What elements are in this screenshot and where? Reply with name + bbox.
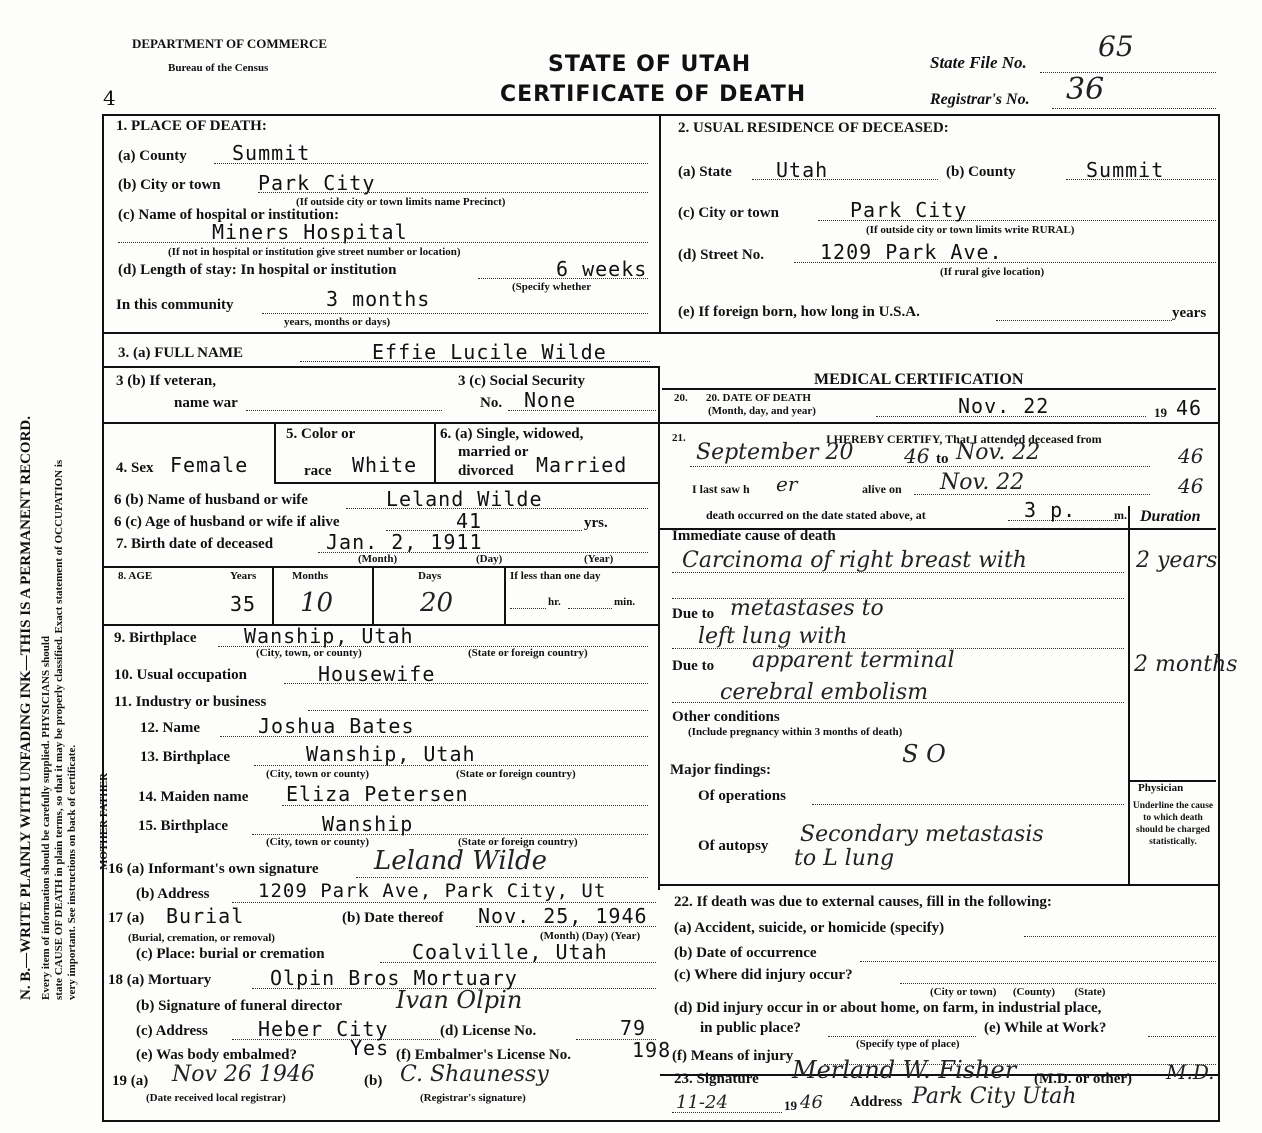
city-label: (b) City or town [118,177,221,193]
due1-value: metastases to [730,596,884,621]
center-divider-top [659,114,661,332]
birthplace-note-1: (City, town, or county) [256,647,362,659]
informant-sig-label: 16 (a) Informant's own signature [108,861,319,877]
last-saw-her: er [776,472,798,496]
attend-to-value: Nov. 22 [956,440,1041,465]
community-note: years, months or days) [284,316,391,328]
registrar-sig: C. Shaunessy [400,1062,549,1087]
res-state-label: (a) State [678,164,732,180]
spouse-label: 6 (b) Name of husband or wife [114,492,308,508]
center-divider-left-col [658,366,660,890]
m-label: m. [1114,508,1127,522]
registrar-label: Registrar's No. [930,91,1030,108]
registrar-sig-note: (Registrar's signature) [420,1092,526,1104]
external-d-note: (Specify type of place) [856,1038,960,1050]
occurred-label: death occurred on the date stated above, at [706,508,926,522]
sex-label: 4. Sex [116,460,154,476]
res-street-note: (If rural give location) [940,266,1045,278]
marital-label-3: divorced [458,463,514,479]
external-d-label-2: in public place? [700,1020,801,1036]
row-divider-1 [102,332,1218,334]
embalmer-value: 198 [632,1038,672,1062]
bureau-label: Bureau of the Census [168,62,269,74]
color-label: 5. Color or [286,426,356,442]
death-date-label: 20. DATE OF DEATH [706,392,811,404]
attend-from-value: September 20 [696,440,854,465]
res-street-label: (d) Street No. [678,247,764,263]
immediate-value: Carcinoma of right breast with [682,548,1027,573]
autopsy2-value: to L lung [794,846,895,871]
external-c-note: (City or town) (County) (State) [930,986,1106,998]
duration-column [1128,506,1130,884]
age-label: 8. AGE [118,570,153,582]
county-value: Summit [232,141,311,165]
occupation-value: Housewife [318,662,436,686]
received-label: 19 (a) [112,1073,149,1089]
external-heading: 22. If death was due to external causes, fill in the following: [674,894,1052,910]
due2-value: apparent terminal [752,648,955,673]
corner-mark: 4 [103,86,116,110]
hospital-note: (If not in hospital or institution give street number or location) [168,246,461,258]
alive-on-label: alive on [862,482,902,496]
birthplace-note-2: (State or foreign country) [468,647,588,659]
informant-sig-value: Leland Wilde [374,846,548,876]
occupation-label: 10. Usual occupation [114,667,247,683]
mortuary-address-label: (c) Address [136,1023,208,1039]
age-col-2 [372,566,374,624]
immediate-duration: 2 years [1136,548,1218,573]
community-label: In this community [116,297,234,313]
marital-label-2: married or [458,444,529,460]
res-county-value: Summit [1086,158,1165,182]
attend-from-year: 46 [904,444,930,468]
spouse-age-value: 41 [456,509,483,533]
county-label: (a) County [118,148,187,164]
mother-bp-note-1: (City, town or county) [266,836,370,848]
age-days-value: 20 [420,588,454,618]
birth-year-note: (Year) [584,553,614,565]
alive-year-value: 46 [1178,474,1204,498]
birth-month-note: (Month) [358,553,398,565]
death-date-num: 20. [674,392,688,404]
certificate-title: CERTIFICATE OF DEATH [500,82,807,107]
mother-bp-value: Wanship [322,812,414,836]
veteran-label-2: name war [174,395,238,411]
marital-value: Married [536,453,628,477]
burial-date-value: Nov. 25, 1946 [478,904,648,928]
residence-heading: 2. USUAL RESIDENCE OF DECEASED: [678,120,949,136]
row-divider-external [660,884,1218,886]
director-sig: Ivan Olpin [396,986,523,1014]
race-label: race [304,463,332,479]
due1b-value: left lung with [698,624,848,649]
res-foreign-suffix: years [1172,305,1207,321]
father-bp-value: Wanship, Utah [306,742,476,766]
yrs-label: yrs. [584,515,608,531]
due1-label: Due to [672,606,715,622]
operations-label: Of operations [698,788,786,804]
age-months-value: 10 [300,588,334,618]
res-street-value: 1209 Park Ave. [820,240,1003,264]
department-label: DEPARTMENT OF COMMERCE [132,36,328,51]
embalmed-value: Yes [350,1036,390,1060]
ss-label-1: 3 (c) Social Security [458,373,586,389]
stay-value: 6 weeks [556,257,648,281]
stay-label: (d) Length of stay: In hospital or institution [118,262,397,278]
medical-heading: MEDICAL CERTIFICATION [814,371,1024,388]
external-c-label: (c) Where did injury occur? [674,967,853,983]
registrar-line [1052,108,1216,109]
burial-place-label: (c) Place: burial or cremation [136,946,325,962]
burial-type-note: (Burial, cremation, or removal) [128,932,275,944]
place-of-death-heading: 1. PLACE OF DEATH: [116,118,267,134]
physician-label: Physician [1138,782,1184,794]
community-value: 3 months [326,287,431,311]
other-conditions-note: (Include pregnancy within 3 months of death) [688,726,903,738]
cert-address-label: Address [850,1094,903,1110]
father-bp-label: 13. Birthplace [140,749,230,765]
color-box-left [274,422,276,482]
external-a-label: (a) Accident, suicide, or homicide (specify) [674,920,945,936]
burial-type-value: Burial [166,904,245,928]
race-value: White [352,453,418,477]
res-city-note: (If outside city or town limits write RURAL) [866,224,1075,236]
alive-on-value: Nov. 22 [940,470,1025,495]
death-date-note: (Month, day, and year) [708,405,816,417]
major-findings-label: Major findings: [670,762,771,778]
spouse-value: Leland Wilde [386,487,543,511]
received-value: Nov 26 1946 [172,1062,315,1087]
side-note-line-2: Every item of information should be carefully supplied. PHYSICIANS should [40,635,52,1000]
autopsy-value: Secondary metastasis [800,822,1044,847]
res-county-label: (b) County [946,164,1016,180]
due2-label: Due to [672,658,715,674]
mother-bp-label: 15. Birthplace [138,818,228,834]
external-f-label: (f) Means of injury [672,1048,794,1064]
state-file-label: State File No. [930,53,1027,72]
father-bp-note-2: (State or foreign country) [456,768,576,780]
veteran-label-1: 3 (b) If veteran, [116,373,216,389]
occurred-time: 3 p. [1024,498,1077,522]
mother-value: Eliza Petersen [286,782,469,806]
mother-bp-note-2: (State or foreign country) [458,836,578,848]
age-less-label: If less than one day [510,570,601,582]
embalmer-label: (f) Embalmer's License No. [396,1047,571,1063]
state-file-value: 65 [1098,30,1134,63]
external-e-label: (e) While at Work? [984,1020,1107,1036]
age-months-label: Months [292,570,329,582]
spouse-age-label: 6 (c) Age of husband or wife if alive [114,514,340,530]
license-label: (d) License No. [440,1023,537,1039]
birth-value: Jan. 2, 1911 [326,530,483,554]
item-21-num: 21. [672,432,686,444]
attend-to-year: 46 [1178,444,1204,468]
ss-label-2: No. [480,395,503,411]
director-label: (b) Signature of funeral director [136,998,343,1014]
external-b-label: (b) Date of occurrence [674,945,817,961]
cert-date-value: 11-24 [676,1092,728,1113]
death-date-value: Nov. 22 [958,394,1050,418]
mortuary-address-value: Heber City [258,1017,389,1041]
birthplace-label: 9. Birthplace [114,630,197,646]
res-city-value: Park City [850,198,968,222]
age-years-value: 35 [230,592,257,616]
stay-note: (Specify whether [512,281,592,293]
city-note: (If outside city or town limits name Precinct) [296,196,506,208]
res-city-label: (c) City or town [678,205,779,221]
attend-label: I HEREBY CERTIFY, That I attended deceased from [826,432,1102,446]
city-value: Park City [258,171,376,195]
full-name-value: Effie Lucile Wilde [372,340,607,364]
mother-label: 14. Maiden name [138,789,249,805]
underline-note: Underline the cause to which death should be charged statistically. [1132,801,1214,847]
last-saw-label: I last saw h [692,482,750,496]
row-divider-name [102,366,658,368]
father-bp-note-1: (City, town or county) [266,768,370,780]
death-year-value: 46 [1176,396,1203,420]
ss-value: None [524,388,577,412]
side-note-line-4: very important. See instructions on back of certificate. [66,744,78,1000]
embalmed-label: (e) Was body embalmed? [136,1047,297,1063]
age-hr-label: hr. [548,596,561,608]
external-d-label: (d) Did injury occur in or about home, on farm, in industrial place, [674,1000,1102,1016]
physician-signature: Merland W. Fisher [792,1056,1017,1084]
md-label: (M.D. or other) [1034,1071,1133,1087]
marital-label-1: 6. (a) Single, widowed, [440,426,584,442]
md-hand: M.D. [1166,1060,1215,1084]
cert-year-prefix: 19 [784,1098,797,1113]
industry-label: 11. Industry or business [114,694,267,710]
due2-duration: 2 months [1134,652,1238,677]
father-name-label: 12. Name [140,720,200,736]
row-divider-age [102,566,658,568]
hospital-label: (c) Name of hospital or institution: [118,207,339,223]
hospital-value: Miners Hospital [212,220,408,244]
license-value: 79 [620,1016,647,1040]
res-state-value: Utah [776,158,829,182]
burial-date-note: (Month) (Day) (Year) [540,930,641,942]
res-foreign-label: (e) If foreign born, how long in U.S.A. [678,304,920,320]
row-divider-veteran [102,422,1218,424]
informant-address-label: (b) Address [136,886,210,902]
state-title: STATE OF UTAH [548,52,752,77]
other-conditions-label: Other conditions [672,709,780,725]
color-box-right [434,422,436,482]
autopsy-label: Of autopsy [698,838,769,854]
age-days-label: Days [418,570,442,582]
birth-day-note: (Day) [476,553,503,565]
registrar-value: 36 [1066,72,1105,107]
other-conditions-value: S O [902,740,946,768]
burial-type-label: 17 (a) [108,910,145,926]
side-note-line-1: N. B.—WRITE PLAINLY WITH UNFADING INK—THIS IS A PERMANENT RECORD. [18,416,34,1000]
father-name-value: Joshua Bates [258,714,415,738]
due2b-value: cerebral embolism [720,680,929,705]
age-years-label: Years [230,570,257,582]
burial-date-label: (b) Date thereof [342,910,444,926]
mortuary-value: Olpin Bros Mortuary [270,966,518,990]
birthplace-value: Wanship, Utah [244,624,414,648]
mother-father-label: MOTHER FATHER [98,772,110,870]
age-min-label: min. [614,596,636,608]
attend-to-label: to [936,451,949,467]
age-col-1 [272,566,274,624]
sex-value: Female [170,453,249,477]
informant-address-value: 1209 Park Ave, Park City, Ut [258,880,607,902]
duration-label: Duration [1140,508,1201,525]
side-note-line-3: state CAUSE OF DEATH in plain terms, so that it may be properly classified. Exact statement of OCCUPATION is [53,459,65,1000]
received-note: (Date received local registrar) [146,1092,286,1104]
mortuary-label: 18 (a) Mortuary [108,972,212,988]
signature-label: 23. Signature [674,1071,759,1087]
birth-label: 7. Birth date of deceased [116,536,274,552]
age-col-3 [504,566,506,624]
immediate-label: Immediate cause of death [672,528,836,544]
full-name-label: 3. (a) FULL NAME [118,345,243,361]
row-divider-sex [274,482,658,484]
cert-year-value: 46 [800,1092,823,1113]
registrar-sig-label: (b) [364,1073,383,1089]
burial-place-value: Coalville, Utah [412,940,608,964]
death-year-prefix: 19 [1154,405,1167,420]
cert-address-value: Park City Utah [912,1084,1077,1109]
